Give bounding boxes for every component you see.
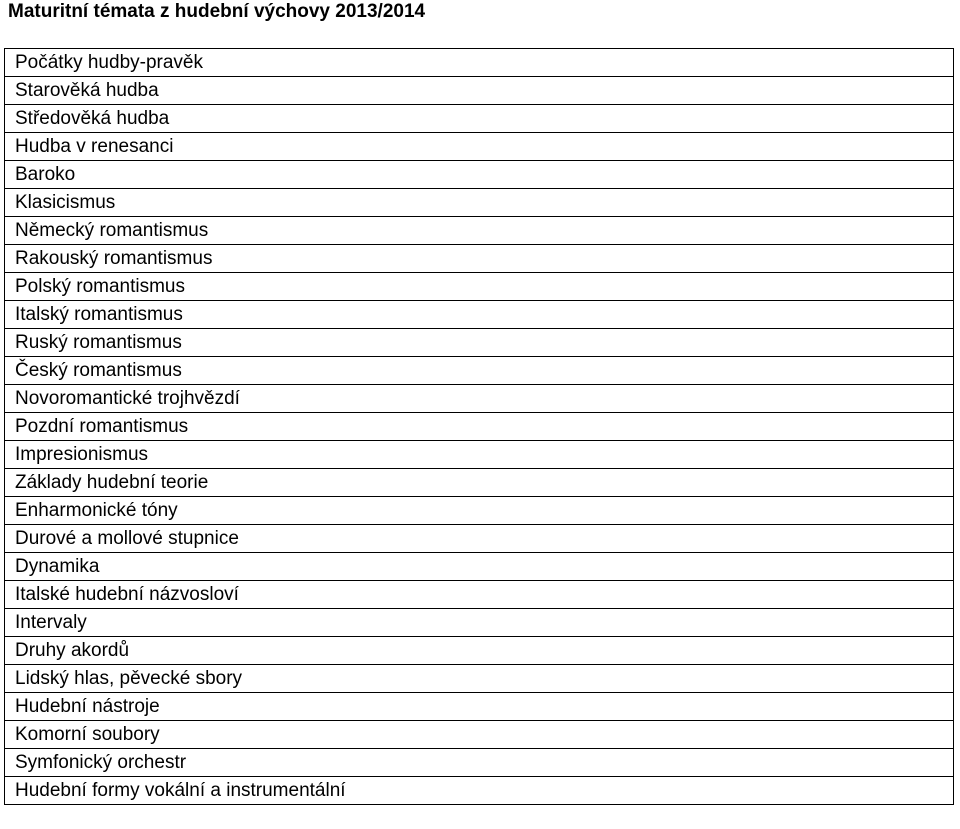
table-row: [5, 609, 954, 637]
table-row: [5, 637, 954, 665]
topic-cell: Durové a mollové stupnice: [5, 525, 954, 553]
table-row: [5, 665, 954, 693]
topic-cell: Intervaly: [5, 609, 954, 637]
document-title: Maturitní témata z hudební výchovy 2013/2014: [8, 1, 426, 22]
topic-cell: Symfonický orchestr: [5, 749, 954, 777]
topic-cell: Komorní soubory: [5, 721, 954, 749]
table-row: [5, 777, 954, 805]
topic-cell: Počátky hudby-pravěk: [5, 49, 954, 77]
table-row: [5, 385, 954, 413]
topic-cell: Lidský hlas, pěvecké sbory: [5, 665, 954, 693]
topic-cell: Klasicismus: [5, 189, 954, 217]
table-row: [5, 749, 954, 777]
topic-cell: Rakouský romantismus: [5, 245, 954, 273]
table-row: [5, 721, 954, 749]
topic-cell: Dynamika: [5, 553, 954, 581]
topic-cell: Základy hudební teorie: [5, 469, 954, 497]
topic-cell: Enharmonické tóny: [5, 497, 954, 525]
table-row: [5, 469, 954, 497]
topic-cell: Německý romantismus: [5, 217, 954, 245]
table-row: [5, 441, 954, 469]
table-row: [5, 77, 954, 105]
topic-cell: Impresionismus: [5, 441, 954, 469]
topic-cell: Hudební formy vokální a instrumentální: [5, 777, 954, 805]
topic-cell: Italské hudební názvosloví: [5, 581, 954, 609]
topic-cell: Novoromantické trojhvězdí: [5, 385, 954, 413]
table-row: [5, 413, 954, 441]
table-row: [5, 553, 954, 581]
table-row: [5, 357, 954, 385]
topic-cell: Polský romantismus: [5, 273, 954, 301]
topic-cell: Hudební nástroje: [5, 693, 954, 721]
table-row: [5, 693, 954, 721]
table-row: [5, 189, 954, 217]
topics-table: [4, 48, 954, 805]
table-row: [5, 273, 954, 301]
topic-cell: Český romantismus: [5, 357, 954, 385]
table-row: [5, 217, 954, 245]
table-row: [5, 245, 954, 273]
table-row: [5, 105, 954, 133]
table-row: [5, 301, 954, 329]
topic-cell: Středověká hudba: [5, 105, 954, 133]
table-row: [5, 161, 954, 189]
topic-cell: Druhy akordů: [5, 637, 954, 665]
topic-cell: Starověká hudba: [5, 77, 954, 105]
topic-cell: Hudba v renesanci: [5, 133, 954, 161]
table-row: [5, 525, 954, 553]
topic-cell: Italský romantismus: [5, 301, 954, 329]
topic-cell: Ruský romantismus: [5, 329, 954, 357]
table-row: [5, 329, 954, 357]
table-row: [5, 497, 954, 525]
table-row: [5, 581, 954, 609]
topic-cell: Baroko: [5, 161, 954, 189]
topic-cell: Pozdní romantismus: [5, 413, 954, 441]
table-row: [5, 49, 954, 77]
table-row: [5, 133, 954, 161]
